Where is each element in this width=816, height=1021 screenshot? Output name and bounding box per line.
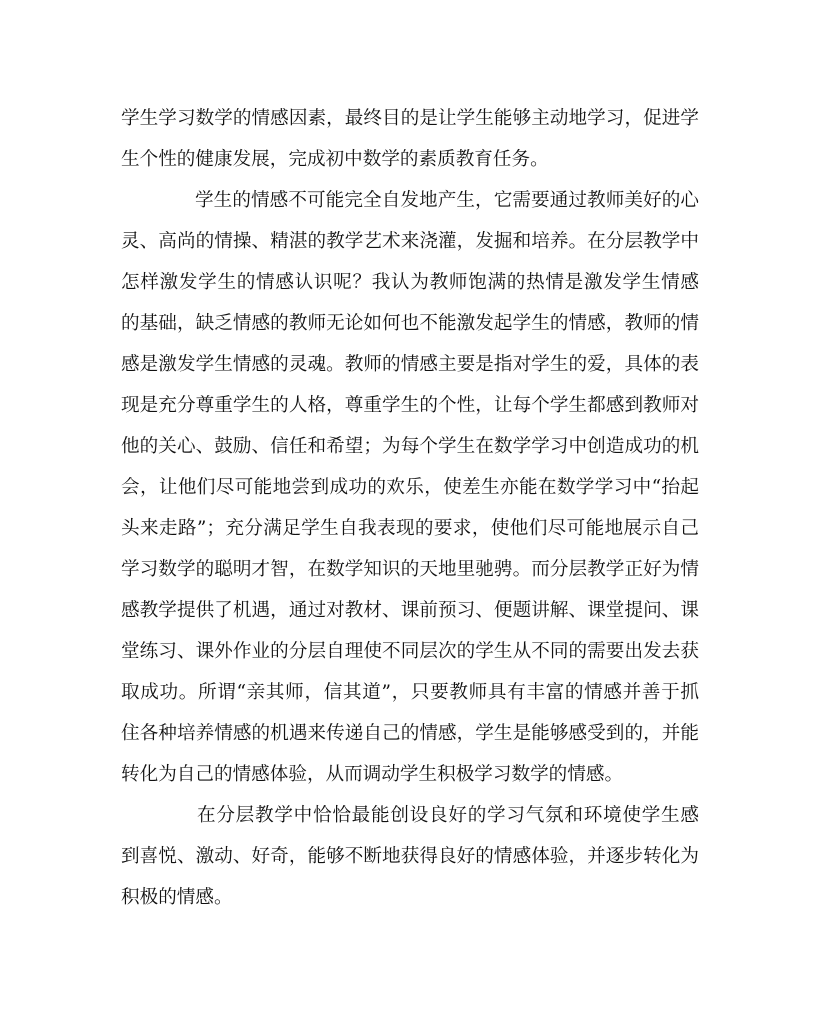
paragraph-3	[121, 795, 699, 918]
text-line: 到喜悦、激动、好奇，能够不断地获得良好的情感体验，并逐步转化为	[121, 846, 699, 867]
text-line: 感是激发学生情感的灵魂。教师的情感主要是指对学生的爱，具体的表	[121, 354, 699, 375]
text-line: 学生学习数学的情感因素，最终目的是让学生能够主动地学习，促进学	[121, 108, 699, 129]
text-line: 的基础，缺乏情感的教师无论如何也不能激发起学生的情感，教师的情	[121, 313, 699, 334]
text-line: 取成功。所谓“亲其师，信其道”，只要教师具有丰富的情感并善于抓	[121, 682, 699, 703]
paragraph-1	[121, 98, 699, 180]
text-line: 积极的情感。	[121, 887, 233, 908]
text-line: 转化为自己的情感体验，从而调动学生积极学习数学的情感。	[121, 764, 624, 785]
text-line: 学习数学的聪明才智，在数学知识的天地里驰骋。而分层教学正好为情	[121, 559, 699, 580]
document-body	[121, 98, 699, 918]
text-line: 住各种培养情感的机遇来传递自己的情感，学生是能够感受到的，并能	[121, 723, 699, 744]
text-line: 学生的情感不可能完全自发地产生，它需要通过教师美好的心	[195, 190, 699, 211]
text-line: 会，让他们尽可能地尝到成功的欢乐，使差生亦能在数学学习中“抬起	[121, 477, 699, 498]
text-line: 头来走路”；充分满足学生自我表现的要求，使他们尽可能地展示自己	[121, 518, 699, 539]
text-line: 现是充分尊重学生的人格，尊重学生的个性，让每个学生都感到教师对	[121, 395, 699, 416]
text-line: 在分层教学中恰恰最能创设良好的学习气氛和环境使学生感	[197, 805, 699, 826]
text-line: 他的关心、鼓励、信任和希望；为每个学生在数学学习中创造成功的机	[121, 436, 699, 457]
text-line: 怎样激发学生的情感认识呢？我认为教师饱满的热情是激发学生情感	[121, 272, 699, 293]
text-line: 感教学提供了机遇，通过对教材、课前预习、便题讲解、课堂提问、课	[121, 600, 699, 621]
text-line: 灵、高尚的情操、精湛的教学艺术来浇灌，发掘和培养。在分层教学中	[121, 231, 699, 252]
paragraph-2	[121, 180, 699, 795]
text-line: 堂练习、课外作业的分层自理使不同层次的学生从不同的需要出发去获	[121, 641, 699, 662]
text-line: 生个性的健康发展，完成初中数学的素质教育任务。	[121, 149, 549, 170]
